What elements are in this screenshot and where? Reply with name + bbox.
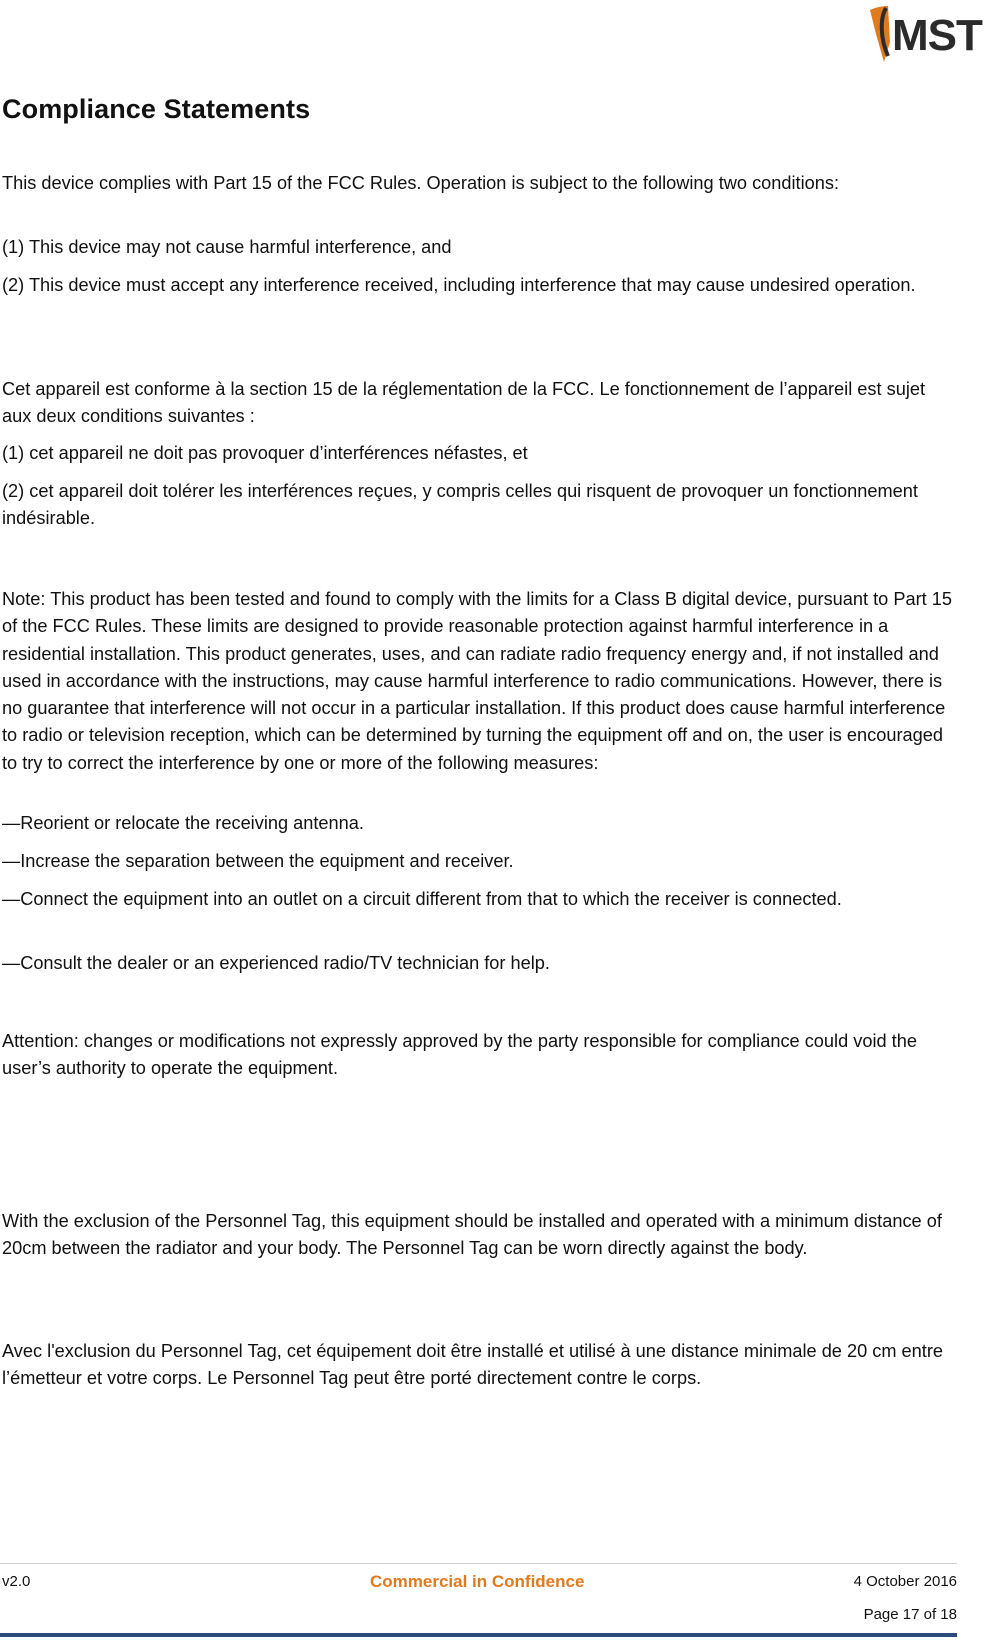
fr-condition-1: (1) cet appareil ne doit pas provoquer d’interférences néfastes, et: [2, 443, 528, 463]
fr-condition-2: (2) cet appareil doit tolérer les interférences reçues, y compris celles qui risquent de provoquer un fonctionnement indésirable.: [2, 481, 918, 529]
rf-exposure-statement: With the exclusion of the Personnel Tag, this equipment should be installed and operated with a minimum distance of 20cm between the radiator and your body. The Personnel Tag can be worn directly against the body.: [2, 1211, 942, 1259]
attention-statement: Attention: changes or modifications not expressly approved by the party responsible for compliance could void the user’s authority to operate the equipment.: [2, 1031, 917, 1079]
footer-confidentiality: Commercial in Confidence: [370, 1572, 585, 1591]
fcc-condition-2: (2) This device must accept any interference received, including interference that may cause undesired operation.: [2, 275, 916, 295]
measure-increase-separation: —Increase the separation between the equipment and receiver.: [2, 851, 514, 871]
footer-page-number: Page 17 of 18: [863, 1606, 957, 1623]
footer-date: 4 October 2016: [853, 1573, 957, 1590]
logo-text: MST: [892, 11, 982, 60]
fcc-condition-1: (1) This device may not cause harmful interference, and: [2, 237, 452, 257]
class-b-note: Note: This product has been tested and found to comply with the limits for a Class B digital device, pursuant to Part 15 of the FCC Rules. These limits are designed to provide reasonable protection against harmful interference in a residential installation. This product generates, uses, and can radiate radio frequency energy and, if not installed and used in accordance with the instructions, may cause harmful interference to radio communications. However, there is no guarantee that interference will not occur in a particular installation. If this product does cause harmful interference to radio or television reception, which can be determined by turning the equipment off and on, the user is encouraged to try to correct the interference by one or more of the following measures:: [2, 589, 952, 773]
measure-reorient: —Reorient or relocate the receiving antenna.: [2, 813, 364, 833]
measure-consult-dealer: —Consult the dealer or an experienced radio/TV technician for help.: [2, 953, 550, 973]
measure-different-circuit: —Connect the equipment into an outlet on a circuit different from that to which the receiver is connected.: [2, 889, 842, 909]
footer-divider: [0, 1563, 957, 1564]
fr-intro: Cet appareil est conforme à la section 15 de la réglementation de la FCC. Le fonctionnement de l’appareil est sujet aux deux conditions suivantes :: [2, 379, 926, 427]
fcc-intro: This device complies with Part 15 of the FCC Rules. Operation is subject to the following two conditions:: [2, 173, 840, 193]
footer-bar: [0, 1633, 957, 1637]
footer-version: v2.0: [2, 1573, 31, 1590]
rf-exposure-statement-fr: Avec l'exclusion du Personnel Tag, cet équipement doit être installé et utilisé à une distance minimale de 20 cm entre l’émetteur et votre corps. Le Personnel Tag peut être porté directement contre le corps.: [2, 1341, 944, 1389]
mst-logo: [866, 4, 999, 64]
page-title: Compliance Statements: [2, 94, 311, 124]
